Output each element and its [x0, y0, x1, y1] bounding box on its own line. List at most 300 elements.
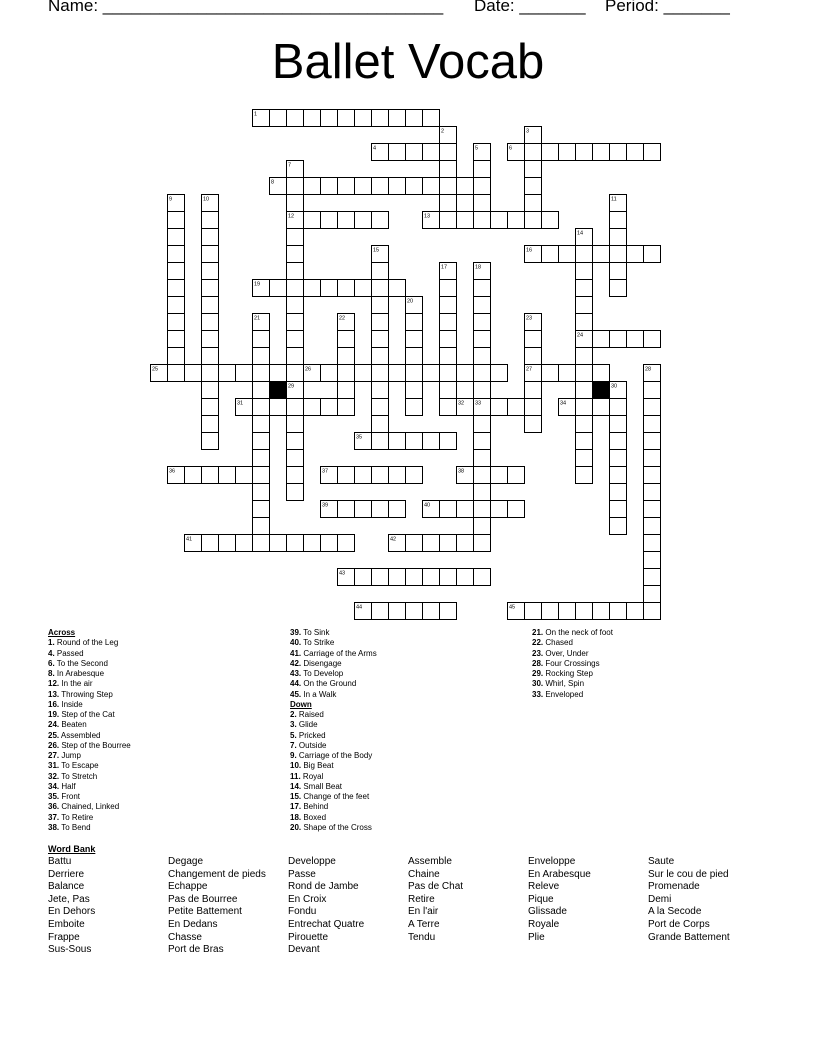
grid-cell[interactable]: [474, 314, 491, 331]
grid-cell[interactable]: [644, 586, 661, 603]
grid-cell[interactable]: [287, 331, 304, 348]
grid-cell[interactable]: [406, 399, 423, 416]
grid-cell[interactable]: [542, 212, 559, 229]
grid-cell[interactable]: [287, 178, 304, 195]
grid-cell[interactable]: [355, 110, 372, 127]
grid-cell[interactable]: [168, 365, 185, 382]
grid-cell[interactable]: [644, 535, 661, 552]
grid-cell[interactable]: [559, 246, 576, 263]
grid-cell[interactable]: [287, 314, 304, 331]
grid-cell[interactable]: [644, 569, 661, 586]
grid-cell[interactable]: [576, 246, 593, 263]
grid-cell[interactable]: [321, 365, 338, 382]
grid-cell[interactable]: [406, 331, 423, 348]
word-bank-column: [48, 856, 95, 957]
grid-cell[interactable]: [525, 348, 542, 365]
grid-cell[interactable]: [525, 144, 542, 161]
grid-cell[interactable]: [389, 433, 406, 450]
grid-cell[interactable]: [372, 501, 389, 518]
grid-cell[interactable]: [440, 144, 457, 161]
grid-cell[interactable]: [593, 331, 610, 348]
grid-cell[interactable]: [202, 365, 219, 382]
grid-cell[interactable]: [253, 382, 270, 399]
grid-cell[interactable]: [219, 467, 236, 484]
grid-cell[interactable]: [406, 467, 423, 484]
grid-cell[interactable]: [253, 450, 270, 467]
grid-cell[interactable]: [338, 365, 355, 382]
grid-cell[interactable]: [474, 484, 491, 501]
grid-cell[interactable]: [389, 280, 406, 297]
grid-cell[interactable]: [338, 178, 355, 195]
grid-cell[interactable]: [372, 280, 389, 297]
grid-cell[interactable]: [474, 178, 491, 195]
grid-cell[interactable]: [440, 280, 457, 297]
grid-cell[interactable]: [389, 501, 406, 518]
grid-cell[interactable]: [440, 535, 457, 552]
grid-cell[interactable]: [576, 416, 593, 433]
grid-cell[interactable]: [168, 314, 185, 331]
grid-cell[interactable]: [355, 212, 372, 229]
clue-item: [48, 772, 131, 782]
grid-cell[interactable]: [440, 365, 457, 382]
grid-cell[interactable]: [372, 467, 389, 484]
grid-cell[interactable]: [474, 467, 491, 484]
grid-cell[interactable]: [440, 331, 457, 348]
grid-cell[interactable]: [253, 365, 270, 382]
grid-cell[interactable]: [406, 382, 423, 399]
grid-cell[interactable]: [440, 501, 457, 518]
grid-cell[interactable]: [406, 433, 423, 450]
grid-cell[interactable]: [525, 195, 542, 212]
grid-cell[interactable]: [525, 416, 542, 433]
grid-cell[interactable]: [168, 212, 185, 229]
grid-cell[interactable]: [423, 535, 440, 552]
grid-cell[interactable]: [406, 144, 423, 161]
grid-cell[interactable]: [593, 246, 610, 263]
clue-text: On the neck of foot: [543, 628, 613, 637]
grid-cell[interactable]: [593, 603, 610, 620]
grid-cell[interactable]: [355, 467, 372, 484]
grid-cell[interactable]: [287, 399, 304, 416]
grid-cell[interactable]: [304, 212, 321, 229]
clue-text: In Arabesque: [54, 669, 105, 678]
grid-cell[interactable]: [287, 416, 304, 433]
grid-cell[interactable]: [202, 331, 219, 348]
grid-cell[interactable]: [389, 603, 406, 620]
grid-cell[interactable]: [423, 110, 440, 127]
grid-cell[interactable]: [168, 331, 185, 348]
page-title: Ballet Vocab: [271, 35, 545, 89]
grid-cell[interactable]: [491, 467, 508, 484]
grid-cell[interactable]: [474, 433, 491, 450]
grid-cell[interactable]: [321, 110, 338, 127]
grid-cell[interactable]: [457, 569, 474, 586]
grid-cell[interactable]: [406, 348, 423, 365]
grid-cell[interactable]: [440, 348, 457, 365]
grid-cell[interactable]: [440, 161, 457, 178]
grid-cell[interactable]: [610, 467, 627, 484]
grid-cell[interactable]: [423, 144, 440, 161]
grid-cell[interactable]: [576, 603, 593, 620]
grid-cell[interactable]: [287, 484, 304, 501]
grid-cell[interactable]: [304, 110, 321, 127]
grid-cell[interactable]: [338, 382, 355, 399]
grid-cell[interactable]: [219, 535, 236, 552]
grid-cell[interactable]: [474, 518, 491, 535]
grid-cell[interactable]: [406, 365, 423, 382]
grid-cell[interactable]: [372, 365, 389, 382]
grid-cell[interactable]: [525, 331, 542, 348]
grid-cell[interactable]: [253, 416, 270, 433]
grid-cell[interactable]: [559, 365, 576, 382]
grid-cell[interactable]: [423, 365, 440, 382]
grid-cell[interactable]: [253, 518, 270, 535]
grid-cell[interactable]: [287, 229, 304, 246]
grid-cell[interactable]: [610, 246, 627, 263]
grid-cell[interactable]: [270, 110, 287, 127]
grid-cell[interactable]: [440, 212, 457, 229]
grid-cell[interactable]: [457, 365, 474, 382]
grid-cell[interactable]: [338, 331, 355, 348]
grid-cell[interactable]: [440, 314, 457, 331]
grid-cell[interactable]: [610, 450, 627, 467]
grid-cell[interactable]: [253, 501, 270, 518]
grid-cell[interactable]: [372, 212, 389, 229]
grid-cell[interactable]: [372, 178, 389, 195]
grid-cell[interactable]: [644, 467, 661, 484]
grid-cell[interactable]: [389, 178, 406, 195]
grid-cell[interactable]: [610, 501, 627, 518]
grid-cell[interactable]: [202, 263, 219, 280]
grid-cell[interactable]: [457, 501, 474, 518]
grid-cell[interactable]: [610, 280, 627, 297]
grid-cell[interactable]: [423, 433, 440, 450]
grid-cell[interactable]: [253, 467, 270, 484]
grid-cell[interactable]: [287, 110, 304, 127]
grid-cell[interactable]: [508, 467, 525, 484]
grid-cell[interactable]: [253, 535, 270, 552]
grid-cell[interactable]: [321, 178, 338, 195]
grid-cell[interactable]: [168, 297, 185, 314]
grid-cell[interactable]: [576, 365, 593, 382]
grid-cell[interactable]: [355, 178, 372, 195]
grid-cell[interactable]: [610, 416, 627, 433]
grid-cell[interactable]: [440, 382, 457, 399]
grid-cell[interactable]: [627, 144, 644, 161]
grid-cell[interactable]: [474, 416, 491, 433]
grid-cell[interactable]: [474, 331, 491, 348]
grid-cell[interactable]: [525, 212, 542, 229]
grid-cell[interactable]: [644, 501, 661, 518]
grid-cell[interactable]: [440, 603, 457, 620]
grid-cell[interactable]: [321, 212, 338, 229]
grid-cell[interactable]: [168, 263, 185, 280]
grid-cell[interactable]: [644, 450, 661, 467]
grid-cell[interactable]: [474, 365, 491, 382]
grid-cell[interactable]: [202, 416, 219, 433]
grid-cell[interactable]: [440, 569, 457, 586]
grid-cell[interactable]: [236, 467, 253, 484]
word-bank-heading: Word Bank: [48, 844, 96, 854]
grid-cell[interactable]: [644, 518, 661, 535]
grid-cell[interactable]: [542, 365, 559, 382]
grid-cell[interactable]: [474, 297, 491, 314]
word-bank-word: Fondu: [288, 906, 317, 918]
grid-cell[interactable]: [287, 467, 304, 484]
grid-cell[interactable]: [202, 433, 219, 450]
grid-cell[interactable]: [474, 195, 491, 212]
grid-cell[interactable]: [644, 382, 661, 399]
grid-cell[interactable]: [338, 212, 355, 229]
grid-cell[interactable]: [559, 144, 576, 161]
grid-cell[interactable]: [474, 280, 491, 297]
grid-cell[interactable]: [355, 569, 372, 586]
grid-cell[interactable]: [576, 433, 593, 450]
grid-cell[interactable]: [287, 297, 304, 314]
grid-cell[interactable]: [372, 569, 389, 586]
grid-cell[interactable]: [304, 535, 321, 552]
grid-cell[interactable]: [304, 280, 321, 297]
grid-cell[interactable]: [202, 297, 219, 314]
grid-cell[interactable]: [168, 280, 185, 297]
grid-cell[interactable]: [253, 348, 270, 365]
grid-cell[interactable]: [236, 365, 253, 382]
grid-cell[interactable]: [474, 212, 491, 229]
grid-cell[interactable]: [185, 365, 202, 382]
grid-cell[interactable]: [406, 535, 423, 552]
grid-cell[interactable]: [270, 365, 287, 382]
grid-cell[interactable]: [372, 110, 389, 127]
grid-cell[interactable]: [576, 382, 593, 399]
grid-cell[interactable]: [610, 331, 627, 348]
grid-cell[interactable]: [440, 433, 457, 450]
grid-cell[interactable]: [338, 280, 355, 297]
grid-cell[interactable]: [406, 314, 423, 331]
grid-cell[interactable]: [576, 263, 593, 280]
grid-cell[interactable]: [389, 110, 406, 127]
grid-cell[interactable]: [372, 314, 389, 331]
grid-cell[interactable]: [253, 331, 270, 348]
grid-cell[interactable]: [474, 161, 491, 178]
grid-cell[interactable]: [372, 297, 389, 314]
grid-cell[interactable]: [610, 263, 627, 280]
grid-cell[interactable]: [644, 603, 661, 620]
grid-cell[interactable]: [525, 603, 542, 620]
grid-cell[interactable]: [168, 229, 185, 246]
grid-cell[interactable]: [508, 212, 525, 229]
grid-cell[interactable]: [644, 144, 661, 161]
grid-cell[interactable]: [525, 399, 542, 416]
grid-cell[interactable]: [389, 569, 406, 586]
grid-cell[interactable]: [593, 144, 610, 161]
grid-cell[interactable]: [287, 246, 304, 263]
grid-cell[interactable]: [474, 501, 491, 518]
grid-cell[interactable]: [355, 280, 372, 297]
grid-cell[interactable]: [423, 569, 440, 586]
grid-cell[interactable]: [610, 518, 627, 535]
grid-cell[interactable]: [610, 484, 627, 501]
grid-cell[interactable]: [644, 331, 661, 348]
grid-cell[interactable]: [457, 178, 474, 195]
cell-number: 21: [254, 315, 261, 322]
grid-cell[interactable]: [389, 365, 406, 382]
grid-cell[interactable]: [287, 263, 304, 280]
clue-text: Shape of the Cross: [301, 822, 372, 832]
grid-cell[interactable]: [508, 501, 525, 518]
grid-cell[interactable]: [440, 195, 457, 212]
grid-cell[interactable]: [491, 212, 508, 229]
grid-cell[interactable]: [440, 297, 457, 314]
grid-cell[interactable]: [610, 212, 627, 229]
grid-cell[interactable]: [542, 603, 559, 620]
grid-cell[interactable]: [576, 450, 593, 467]
grid-cell[interactable]: [287, 280, 304, 297]
grid-cell[interactable]: [440, 399, 457, 416]
grid-cell[interactable]: [372, 416, 389, 433]
grid-cell[interactable]: [644, 433, 661, 450]
grid-cell[interactable]: [372, 331, 389, 348]
grid-cell[interactable]: [627, 603, 644, 620]
grid-cell[interactable]: [253, 433, 270, 450]
grid-cell[interactable]: [406, 110, 423, 127]
cell-number: 11: [611, 196, 617, 203]
grid-cell[interactable]: [287, 535, 304, 552]
grid-cell[interactable]: [644, 552, 661, 569]
grid-cell[interactable]: [338, 535, 355, 552]
grid-cell[interactable]: [372, 382, 389, 399]
grid-cell[interactable]: [168, 246, 185, 263]
grid-cell[interactable]: [338, 467, 355, 484]
grid-cell[interactable]: [287, 365, 304, 382]
grid-cell[interactable]: [202, 399, 219, 416]
grid-cell[interactable]: [406, 178, 423, 195]
grid-cell[interactable]: [627, 246, 644, 263]
grid-cell[interactable]: [236, 535, 253, 552]
grid-cell[interactable]: [474, 569, 491, 586]
grid-cell[interactable]: [202, 229, 219, 246]
grid-cell[interactable]: [542, 144, 559, 161]
grid-cell[interactable]: [304, 399, 321, 416]
grid-cell[interactable]: [202, 212, 219, 229]
clue-item: [48, 731, 131, 741]
clue-text: Big Beat: [301, 761, 334, 771]
grid-cell[interactable]: [644, 484, 661, 501]
grid-cell[interactable]: [474, 450, 491, 467]
grid-cell[interactable]: [525, 382, 542, 399]
grid-cell[interactable]: [559, 603, 576, 620]
grid-cell[interactable]: [610, 603, 627, 620]
grid-cell[interactable]: [610, 229, 627, 246]
grid-cell[interactable]: [321, 535, 338, 552]
grid-cell[interactable]: [253, 484, 270, 501]
cell-number: 4: [373, 145, 377, 152]
grid-cell[interactable]: [270, 280, 287, 297]
grid-cell[interactable]: [338, 348, 355, 365]
grid-cell[interactable]: [406, 569, 423, 586]
grid-cell[interactable]: [491, 365, 508, 382]
grid-cell[interactable]: [576, 144, 593, 161]
grid-cell[interactable]: [202, 314, 219, 331]
grid-cell[interactable]: [610, 144, 627, 161]
grid-cell[interactable]: [593, 365, 610, 382]
grid-cell[interactable]: [202, 382, 219, 399]
grid-cell[interactable]: [372, 263, 389, 280]
grid-cell[interactable]: [168, 348, 185, 365]
grid-cell[interactable]: [270, 399, 287, 416]
grid-cell[interactable]: [287, 195, 304, 212]
grid-cell[interactable]: [491, 501, 508, 518]
grid-cell[interactable]: [610, 433, 627, 450]
grid-cell[interactable]: [644, 246, 661, 263]
grid-cell[interactable]: [576, 297, 593, 314]
grid-cell[interactable]: [185, 467, 202, 484]
grid-cell[interactable]: [287, 433, 304, 450]
grid-cell[interactable]: [270, 535, 287, 552]
grid-cell[interactable]: [576, 467, 593, 484]
grid-cell[interactable]: [202, 280, 219, 297]
grid-cell[interactable]: [372, 603, 389, 620]
grid-cell[interactable]: [389, 144, 406, 161]
grid-cell[interactable]: [610, 399, 627, 416]
grid-cell[interactable]: [576, 348, 593, 365]
grid-cell[interactable]: [576, 280, 593, 297]
grid-cell[interactable]: [474, 382, 491, 399]
black-cell: [593, 382, 610, 399]
grid-cell[interactable]: [508, 399, 525, 416]
grid-cell[interactable]: [338, 501, 355, 518]
grid-cell[interactable]: [372, 348, 389, 365]
grid-cell[interactable]: [321, 280, 338, 297]
clue-text: Chased: [543, 638, 573, 648]
grid-cell[interactable]: [372, 399, 389, 416]
grid-cell[interactable]: [338, 110, 355, 127]
grid-cell[interactable]: [440, 178, 457, 195]
grid-cell[interactable]: [576, 399, 593, 416]
grid-cell[interactable]: [474, 348, 491, 365]
grid-cell[interactable]: [644, 416, 661, 433]
grid-cell[interactable]: [423, 178, 440, 195]
grid-cell[interactable]: [355, 365, 372, 382]
grid-cell[interactable]: [627, 331, 644, 348]
grid-cell[interactable]: [202, 467, 219, 484]
grid-cell[interactable]: [219, 365, 236, 382]
grid-cell[interactable]: [338, 399, 355, 416]
grid-cell[interactable]: [202, 535, 219, 552]
grid-cell[interactable]: [287, 348, 304, 365]
grid-cell[interactable]: [644, 399, 661, 416]
grid-cell[interactable]: [457, 212, 474, 229]
grid-cell[interactable]: [525, 178, 542, 195]
grid-cell[interactable]: [542, 246, 559, 263]
grid-cell[interactable]: [491, 399, 508, 416]
grid-cell[interactable]: [372, 433, 389, 450]
grid-cell[interactable]: [287, 450, 304, 467]
grid-cell[interactable]: [389, 467, 406, 484]
grid-cell[interactable]: [355, 501, 372, 518]
grid-cell[interactable]: [202, 246, 219, 263]
grid-cell[interactable]: [321, 399, 338, 416]
grid-cell[interactable]: [525, 161, 542, 178]
grid-cell[interactable]: [474, 535, 491, 552]
grid-cell[interactable]: [423, 603, 440, 620]
grid-cell[interactable]: [576, 314, 593, 331]
grid-cell[interactable]: [202, 348, 219, 365]
grid-cell[interactable]: [457, 535, 474, 552]
grid-cell[interactable]: [253, 399, 270, 416]
grid-cell[interactable]: [593, 399, 610, 416]
grid-cell[interactable]: [304, 178, 321, 195]
grid-cell[interactable]: [406, 603, 423, 620]
